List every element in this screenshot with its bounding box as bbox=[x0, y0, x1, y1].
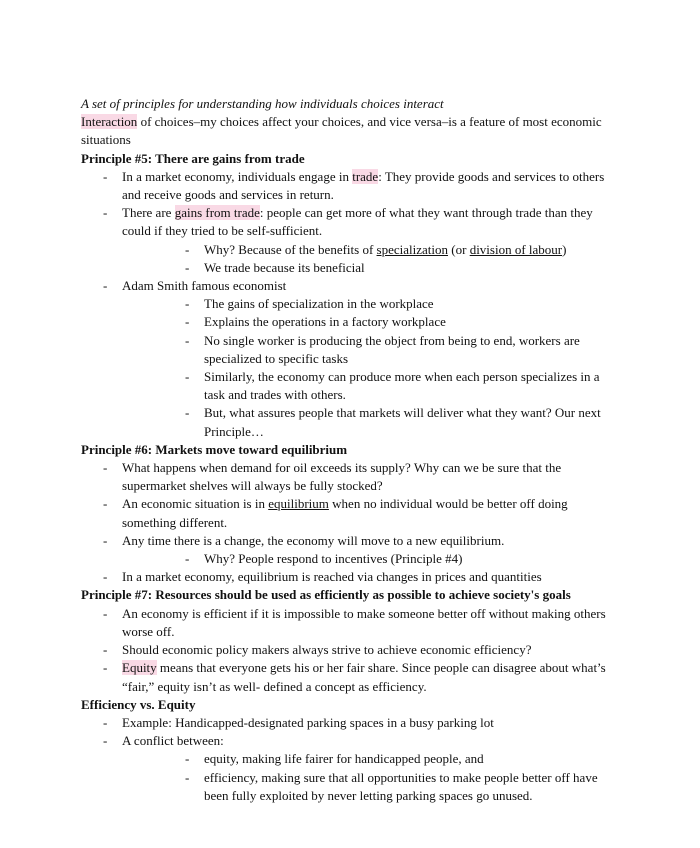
dash-bullet: - bbox=[103, 278, 108, 294]
dash-bullet: - bbox=[103, 205, 108, 221]
efficiency-equity-list bbox=[81, 714, 621, 805]
dash-bullet: - bbox=[103, 496, 108, 512]
dash-bullet: - bbox=[185, 369, 190, 385]
list-item bbox=[81, 659, 621, 695]
text-segment: We trade because its beneficial bbox=[204, 259, 365, 275]
dash-bullet: - bbox=[103, 733, 108, 749]
dash-bullet: - bbox=[103, 460, 108, 476]
dash-bullet: - bbox=[185, 551, 190, 567]
sub-list-item bbox=[122, 259, 621, 277]
dash-bullet: - bbox=[185, 751, 190, 767]
heading-principle-7: Principle #7: Resources should be used as efficiently as possible to achieve society's goals bbox=[81, 587, 571, 603]
text-segment: efficiency, making sure that all opportunities to make people better off have been fully exploited by never letting parking spaces go unused. bbox=[204, 769, 598, 803]
sub-list-item bbox=[122, 404, 621, 440]
underline-division-of-labour: division of labour bbox=[469, 241, 563, 257]
principle-7-list bbox=[81, 605, 621, 696]
sub-list-item bbox=[122, 550, 621, 568]
text-segment: equity, making life fairer for handicapped people, and bbox=[204, 751, 484, 767]
highlight-gains-from-trade: gains from trade bbox=[174, 205, 260, 221]
heading-principle-6: Principle #6: Markets move toward equilibrium bbox=[81, 441, 348, 457]
list-item bbox=[81, 168, 621, 204]
dash-bullet: - bbox=[103, 714, 108, 730]
sub-list bbox=[122, 295, 621, 441]
dash-bullet: - bbox=[103, 642, 108, 658]
sub-list-item bbox=[122, 332, 621, 368]
dash-bullet: - bbox=[103, 605, 108, 621]
sub-list bbox=[122, 550, 621, 568]
text-segment: ) bbox=[562, 241, 567, 257]
highlight-equity: Equity bbox=[122, 660, 157, 676]
dash-bullet: - bbox=[185, 259, 190, 275]
highlight-trade: trade bbox=[352, 168, 379, 184]
underline-equilibrium: equilibrium bbox=[268, 496, 329, 512]
heading-efficiency-vs-equity: Efficiency vs. Equity bbox=[81, 696, 196, 712]
list-item bbox=[81, 732, 621, 805]
intro-text: of choices–my choices affect your choices, and vice versa–is a feature of most economic situations bbox=[81, 114, 602, 148]
heading-principle-5: Principle #5: There are gains from trade bbox=[81, 150, 305, 166]
text-segment: There are bbox=[122, 205, 175, 221]
text-segment: Why? Because of the benefits of bbox=[204, 241, 377, 257]
text-segment: The gains of specialization in the workplace bbox=[204, 296, 434, 312]
sub-list-item bbox=[122, 313, 621, 331]
dash-bullet: - bbox=[185, 296, 190, 312]
text-segment: : people can get more of what they want through trade than they could if they tried to be self-sufficient. bbox=[122, 205, 593, 239]
list-item bbox=[81, 568, 621, 586]
doc-title: A set of principles for understanding how individuals choices interact bbox=[81, 96, 444, 111]
list-item bbox=[81, 605, 621, 641]
text-segment: In a market economy, individuals engage in bbox=[122, 168, 353, 184]
underline-specialization: specialization bbox=[376, 241, 449, 257]
sub-list bbox=[122, 750, 621, 805]
intro-paragraph bbox=[81, 113, 621, 149]
list-item bbox=[81, 277, 621, 441]
dash-bullet: - bbox=[103, 569, 108, 585]
text-segment: means that everyone gets his or her fair share. Since people can disagree about what’s “fair,” equity isn’t as well- defined a concept as efficiency. bbox=[122, 660, 606, 694]
text-segment: Why? People respond to incentives (Principle #4) bbox=[204, 551, 463, 567]
principle-5-list bbox=[81, 168, 621, 441]
dash-bullet: - bbox=[103, 532, 108, 548]
text-segment: : They provide goods and services to others and receive goods and services in return. bbox=[122, 168, 605, 203]
dash-bullet: - bbox=[185, 241, 190, 257]
text-segment: An economy is efficient if it is impossible to make someone better off without making others worse off. bbox=[122, 605, 606, 639]
text-segment: Adam Smith famous economist bbox=[122, 278, 287, 294]
list-item bbox=[81, 532, 621, 568]
text-segment: when no individual would be better off doing something different. bbox=[122, 496, 568, 530]
highlight-interaction: Interaction bbox=[81, 114, 138, 130]
text-segment: Similarly, the economy can produce more when each person specializes in a task and trades with others. bbox=[204, 369, 600, 403]
text-segment: (or bbox=[448, 241, 470, 257]
dash-bullet: - bbox=[185, 769, 190, 785]
sub-list bbox=[122, 241, 621, 277]
text-segment: In a market economy, equilibrium is reached via changes in prices and quantities bbox=[122, 569, 542, 585]
list-item bbox=[81, 459, 621, 495]
sub-list-item bbox=[122, 295, 621, 313]
dash-bullet: - bbox=[103, 168, 108, 184]
dash-bullet: - bbox=[185, 332, 190, 348]
text-segment: An economic situation is in bbox=[122, 496, 269, 512]
document-body bbox=[81, 95, 621, 805]
principle-6-list bbox=[81, 459, 621, 586]
list-item bbox=[81, 204, 621, 277]
list-item bbox=[81, 714, 621, 732]
list-item bbox=[81, 641, 621, 659]
text-segment: But, what assures people that markets will deliver what they want? Our next Principle… bbox=[204, 405, 601, 439]
dash-bullet: - bbox=[185, 405, 190, 421]
text-segment: Any time there is a change, the economy will move to a new equilibrium. bbox=[122, 532, 505, 548]
sub-list-item bbox=[122, 769, 621, 805]
sub-list-item bbox=[122, 750, 621, 768]
text-segment: Should economic policy makers always strive to achieve economic efficiency? bbox=[122, 642, 532, 658]
dash-bullet: - bbox=[103, 660, 108, 676]
list-item bbox=[81, 495, 621, 531]
sub-list-item bbox=[122, 241, 621, 259]
text-segment: A conflict between: bbox=[122, 733, 224, 749]
sub-list-item bbox=[122, 368, 621, 404]
text-segment: What happens when demand for oil exceeds its supply? Why can we be sure that the supermarket shelves will always be fully stocked? bbox=[122, 460, 562, 494]
text-segment: Example: Handicapped-designated parking spaces in a busy parking lot bbox=[122, 714, 494, 730]
dash-bullet: - bbox=[185, 314, 190, 330]
text-segment: No single worker is producing the object from being to end, workers are specialized to specific tasks bbox=[204, 332, 580, 366]
text-segment: Explains the operations in a factory workplace bbox=[204, 314, 446, 330]
